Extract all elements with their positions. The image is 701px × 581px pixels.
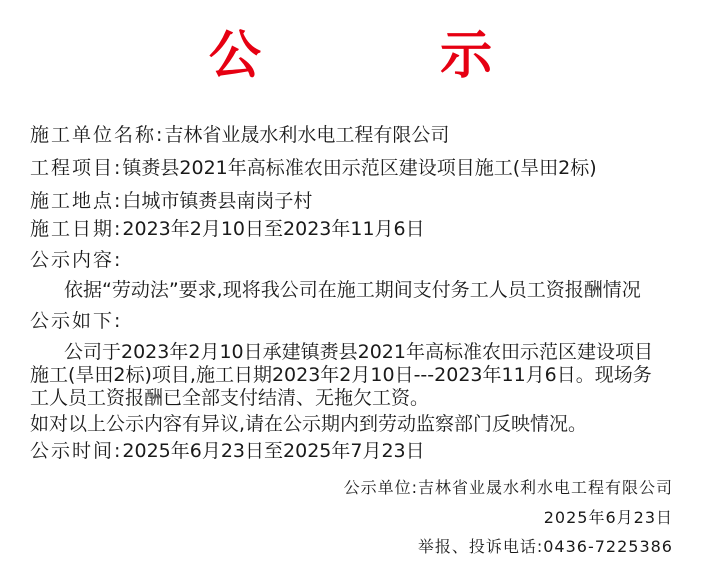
body-line-4: 如对以上公示内容有异议,请在公示期内到劳动监察部门反映情况。 xyxy=(30,413,588,435)
date-row xyxy=(30,218,425,240)
as-follows-label: 公示如下: xyxy=(30,310,123,332)
footer-unit: 公示单位:吉林省业晟水利水电工程有限公司 xyxy=(343,478,673,497)
location-value: 白城市镇赉县南岗子村 xyxy=(122,190,313,212)
body-line-2: 施工(旱田2标)项目,施工日期2023年2月10日---2023年11月6日。现场务 xyxy=(30,364,652,386)
unit-label: 施工单位名称: xyxy=(30,124,165,146)
project-row xyxy=(30,157,597,179)
project-value: 镇赉县2021年高标准农田示范区建设项目施工(旱田2标) xyxy=(122,157,597,179)
content-text: 依据“劳动法”要求,现将我公司在施工期间支付务工人员工资报酬情况 xyxy=(64,279,641,301)
location-label: 施工地点: xyxy=(30,190,123,212)
footer-hotline: 举报、投诉电话:0436-7225386 xyxy=(417,537,673,556)
content-label: 公示内容: xyxy=(30,249,123,271)
unit-value: 吉林省业晟水利水电工程有限公司 xyxy=(164,124,450,146)
project-label: 工程项目: xyxy=(30,157,123,179)
notice-title: 公 示 xyxy=(208,26,573,86)
body-line-3: 工人员工资报酬已全部支付结清、无拖欠工资。 xyxy=(30,387,430,409)
location-row xyxy=(30,190,312,212)
footer-date: 2025年6月23日 xyxy=(543,508,673,527)
period-value: 2025年6月23日至2025年7月23日 xyxy=(122,440,425,462)
period-label: 公示时间: xyxy=(30,440,123,462)
period-row xyxy=(30,440,425,462)
date-label: 施工日期: xyxy=(30,218,123,240)
date-value: 2023年2月10日至2023年11月6日 xyxy=(122,218,425,240)
unit-row xyxy=(30,124,449,146)
body-line-1: 公司于2023年2月10日承建镇赉县2021年高标准农田示范区建设项目 xyxy=(64,341,653,363)
